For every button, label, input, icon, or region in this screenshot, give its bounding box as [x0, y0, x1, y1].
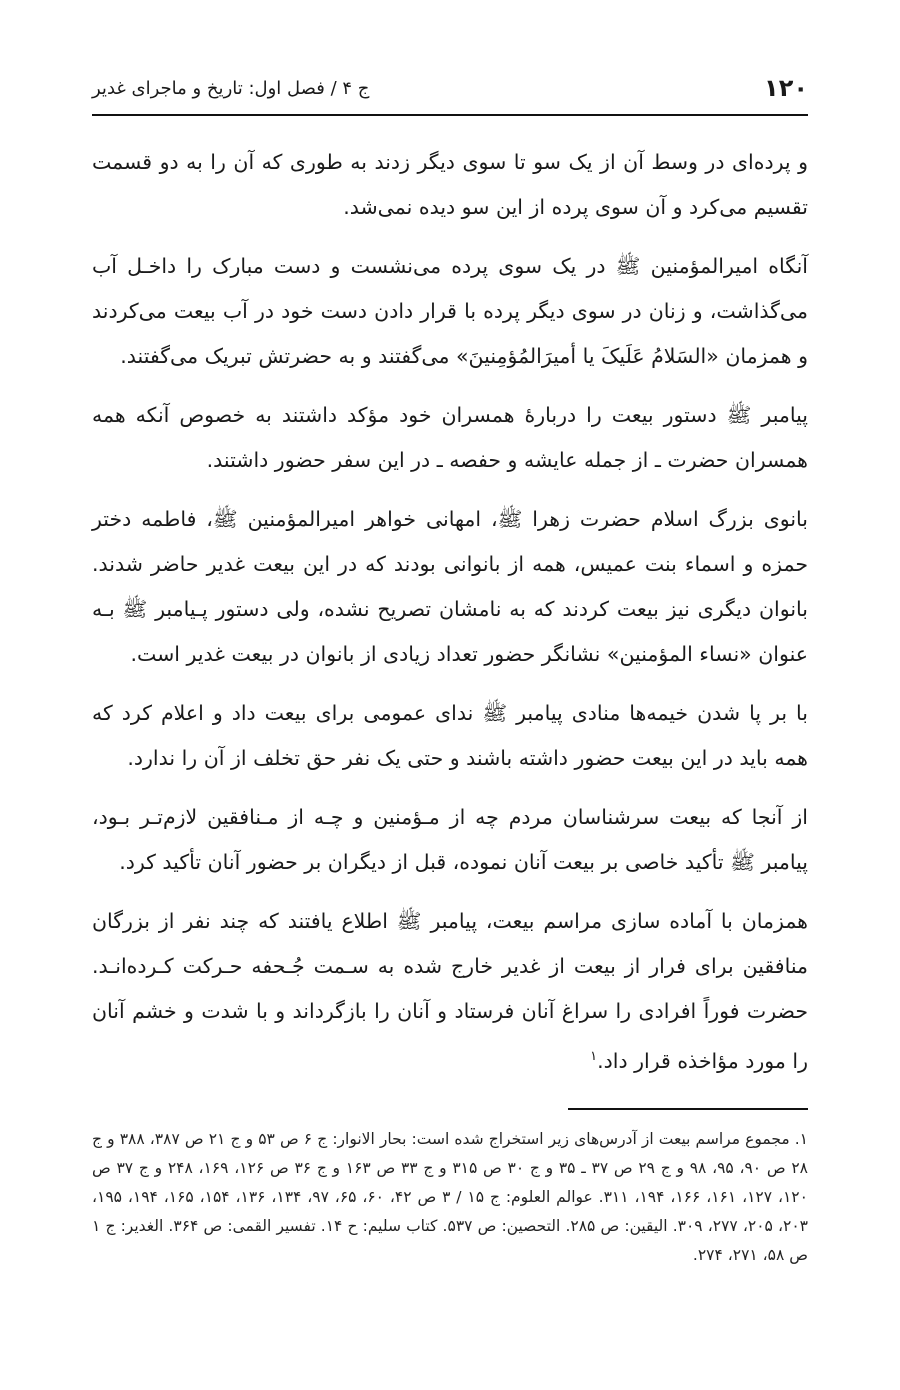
paragraph-last: [92, 899, 808, 1084]
page-number: ۱۲۰: [764, 74, 808, 102]
body-text: [92, 140, 808, 1098]
page-header: [92, 70, 808, 116]
paragraph-text: همزمان با آماده سازی مراسم بیعت، پیامبر ﷺ اطلاع یافتند که چند نفر از بزرگان منافقین برای فرار از بیعت از غدیر خارج شده به سـمت جُـحفه حـرکت کـرده‌انـد. حضرت فوراً افرادی را سراغ آنان فرستاد و آنان را بازگرداند و با شدت و خشم آنان را مورد مؤاخذه قرار داد.: [92, 909, 808, 1073]
running-title: ج ۴ / فصل اول: تاریخ و ماجرای غدیر: [92, 78, 370, 99]
paragraph: و پرده‌ای در وسط آن از یک سو تا سوی دیگر زدند به طوری که آن را به دو قسمت تقسیم می‌کرد و آن سوی پرده از این سو دیده نمی‌شد.: [92, 150, 808, 219]
footnote-marker: ۱: [590, 1049, 598, 1064]
paragraph: با بر پا شدن خیمه‌ها منادی پیامبر ﷺ ندای عمومی برای بیعت داد و اعلام کرد که همه باید در این بیعت حضور داشته باشند و حتی یک نفر حق تخلف از آن را ندارد.: [92, 701, 808, 770]
footnote-divider: [568, 1108, 808, 1110]
paragraph: پیامبر ﷺ دستور بیعت را دربارۀ همسران خود مؤکد داشتند به خصوص آنکه همه همسران حضرت ـ از جمله عایشه و حفصه ـ در این سفر حضور داشتند.: [92, 403, 808, 472]
paragraph: آنگاه امیرالمؤمنین ﷺ در یک سوی پرده می‌نشست و دست مبارک را داخـل آب می‌گذاشت، و زنان در سوی دیگر پرده با قرار دادن دست خود در آب بیعت می‌کردند و همزمان «السَلامُ عَلَیکَ یا أمیرَالمُؤمِنینَ» می‌گفتند و به حضرتش تبریک می‌گفتند.: [92, 254, 808, 368]
footnote: ۱. مجموع مراسم بیعت از آدرس‌های زیر استخراج شده است: بحار الانوار: ج ۶ ص ۵۳ و ج ۲۱ ص ۳۸۷، ۳۸۸ و ج ۲۸ ص ۹۰، ۹۵، ۹۸ و ج ۲۹ ص ۳۷ ـ ۳۵ و ج ۳۰ ص ۳۱۵ و ج ۳۳ ص ۱۶۳ و ج ۳۶ ص ۱۲۶، ۱۶۹، ۲۴۸ و ج ۳۷ ص ۱۲۰، ۱۲۷، ۱۶۱، ۱۶۶، ۱۹۴، ۳۱۱. عوالم العلوم: ج ۱۵ / ۳ ص ۴۲، ۶۰، ۶۵، ۹۷، ۱۳۴، ۱۳۶، ۱۵۴، ۱۶۵، ۱۹۴، ۱۹۵، ۲۰۳، ۲۰۵، ۲۷۷، ۳۰۹. الیقین: ص ۲۸۵. التحصین: ص ۵۳۷. کتاب سلیم: ح ۱۴. تفسیر القمی: ص ۳۶۴. الغدیر: ج ۱ ص ۵۸، ۲۷۱، ۲۷۴.: [92, 1130, 808, 1264]
paragraph: بانوی بزرگ اسلام حضرت زهرا ﷺ، امهانی خواهر امیرالمؤمنین ﷺ، فاطمه دختر حمزه و اسماء بنت عمیس، همه از بانوانی بودند که در این بیعت غدیر حاضر شدند. بانوان دیگری نیز بیعت کردند که به نامشان تصریح نشده، ولی دستور پـیامبر ﷺ بـه عنوان «نساء المؤمنین» نشانگر حضور تعداد زیادی از بانوان در بیعت غدیر است.: [92, 507, 808, 666]
paragraph: از آنجا که بیعت سرشناسان مردم چه از مـؤمنین و چـه از مـنافقین لازم‌تـر بـود، پیامبر ﷺ تأکید خاصی بر بیعت آنان نموده، قبل از دیگران بر حضور آنان تأکید کرد.: [92, 805, 808, 874]
